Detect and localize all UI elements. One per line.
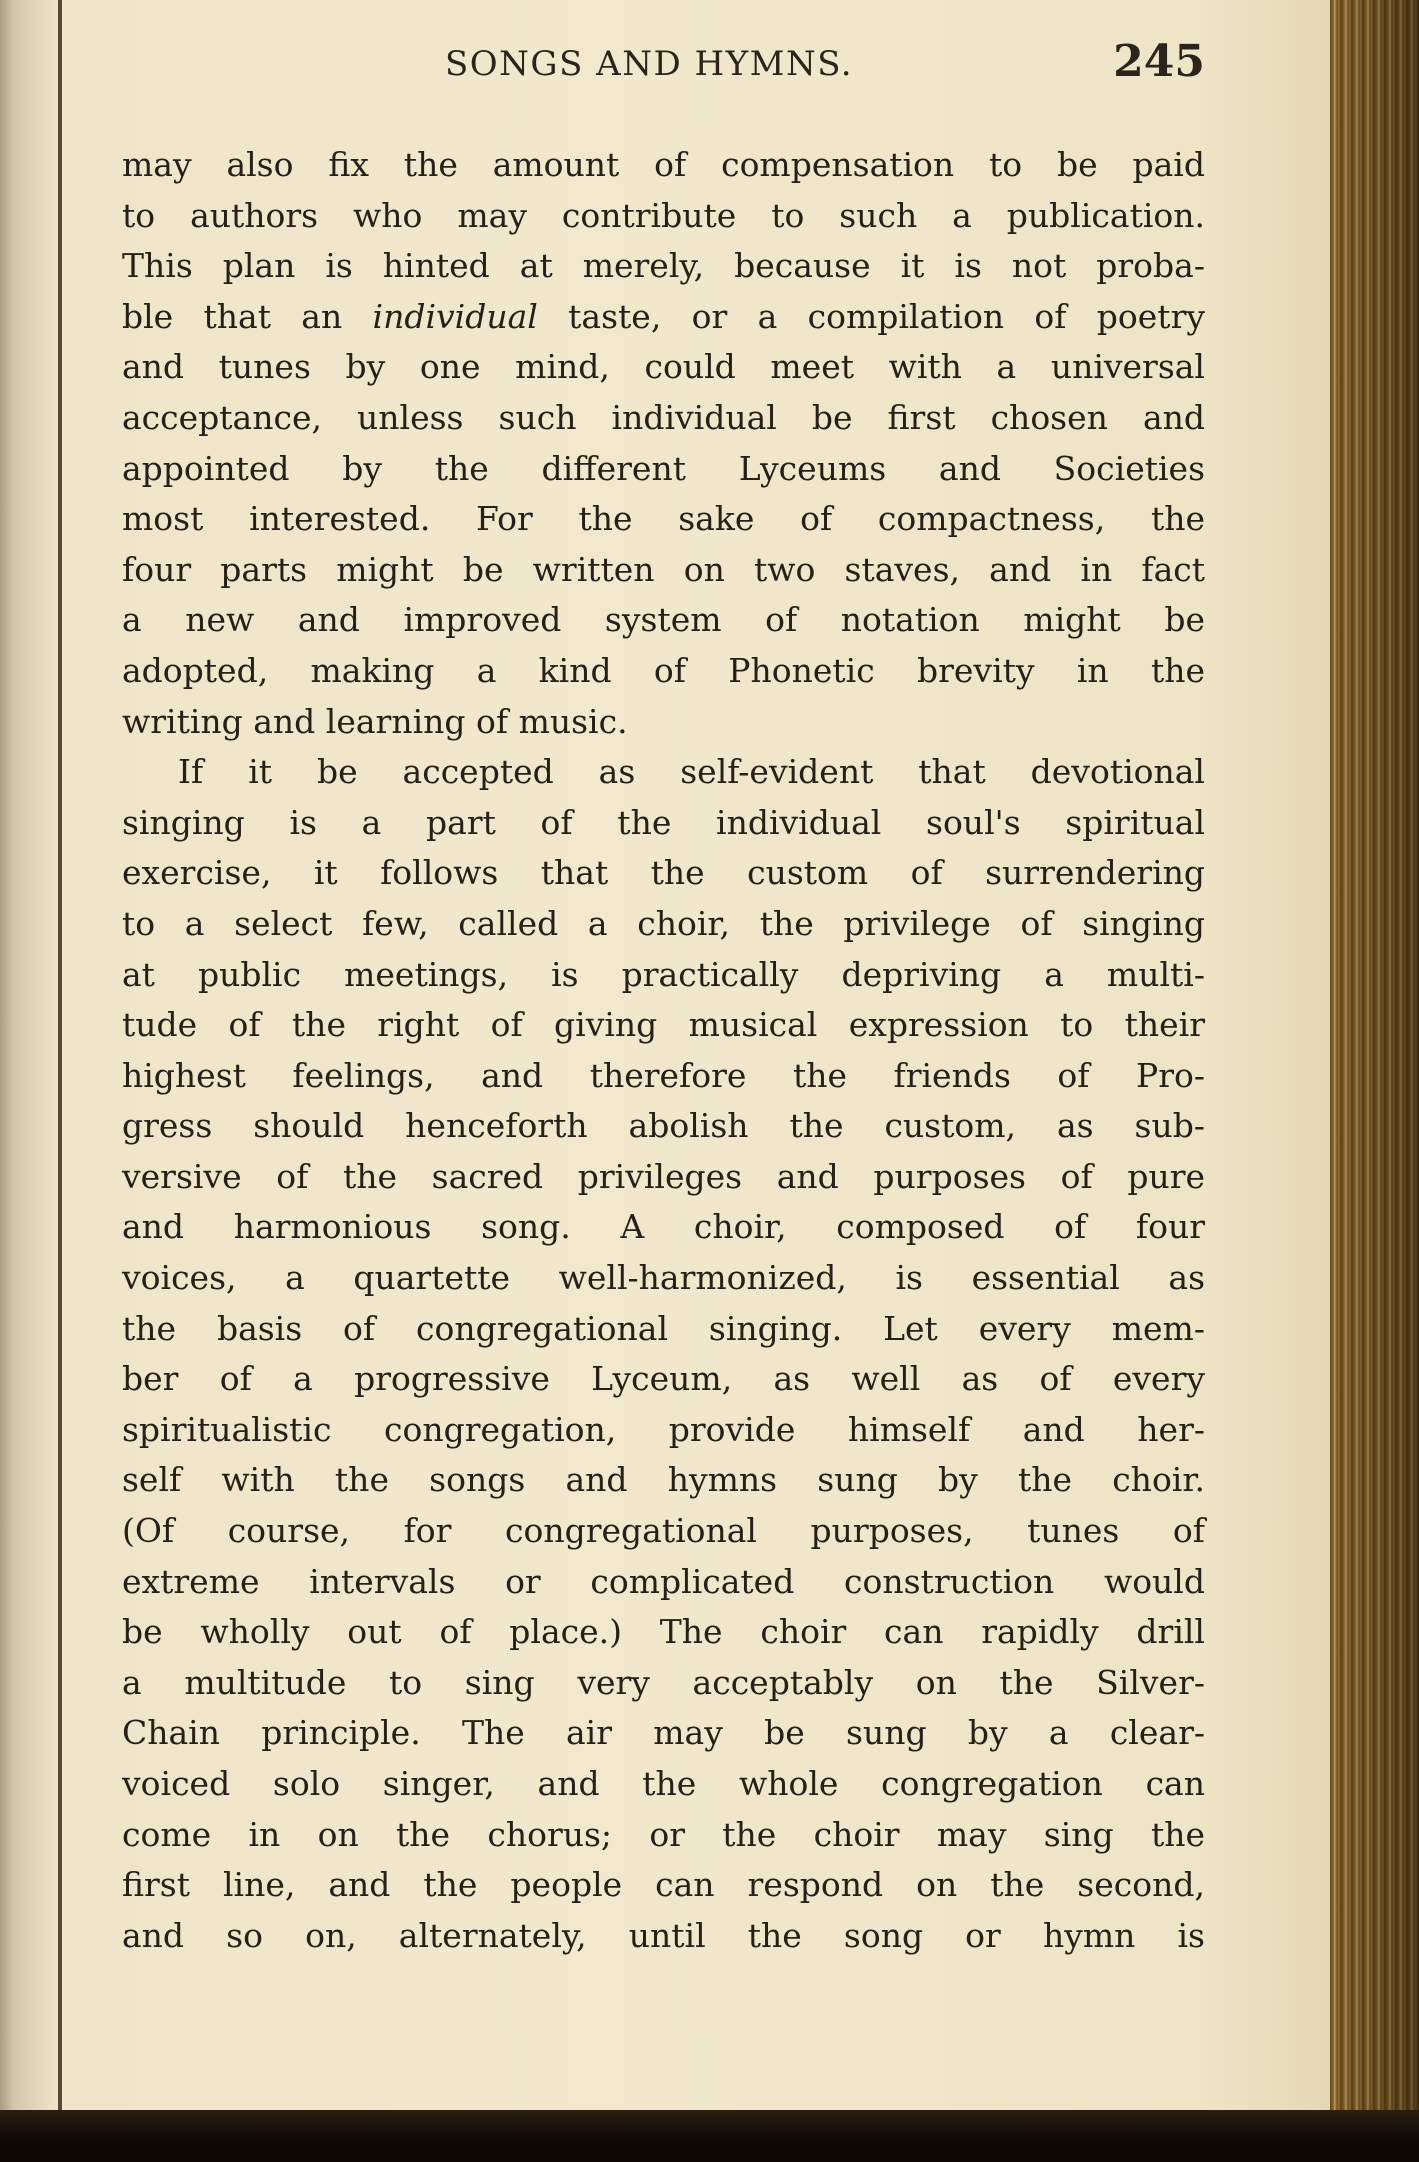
text-line: to a select few, called a choir, the privilege of singing — [122, 903, 1205, 943]
page-number: 245 — [1113, 36, 1205, 87]
text-line: extreme intervals or complicated construction would — [122, 1561, 1205, 1601]
text-line: and so on, alternately, until the song or hymn is — [122, 1915, 1205, 1955]
text-line: gress should henceforth abolish the custom, as sub- — [122, 1106, 1205, 1146]
text-line: four parts might be written on two staves, and in fact — [122, 549, 1205, 589]
text-line: If it be accepted as self-evident that devotional — [178, 752, 1205, 792]
text-line: writing and learning of music. — [122, 701, 628, 741]
text-line: a new and improved system of notation might be — [122, 600, 1205, 640]
gutter-line — [58, 0, 62, 2162]
text-line: singing is a part of the individual soul's spiritual — [122, 802, 1205, 842]
text-line: adopted, making a kind of Phonetic brevity in the — [122, 650, 1205, 690]
text-line: voiced solo singer, and the whole congregation can — [122, 1764, 1205, 1803]
text-line: (Of course, for congregational purposes, tunes of — [122, 1511, 1205, 1551]
text-line: be wholly out of place.) The choir can rapidly drill — [122, 1612, 1205, 1652]
text-line: the basis of congregational singing. Let every mem- — [122, 1308, 1205, 1348]
text-run: ble that an — [122, 296, 343, 336]
text-line: first line, and the people can respond on the second, — [122, 1865, 1205, 1905]
text-line: to authors who may contribute to such a publication. — [122, 195, 1205, 235]
running-head: SONGS AND HYMNS. — [445, 44, 854, 84]
text-line: versive of the sacred privileges and purposes of pure — [122, 1156, 1205, 1196]
text-line: exercise, it follows that the custom of surrendering — [122, 853, 1205, 893]
text-line: and harmonious song. A choir, composed of four — [122, 1207, 1205, 1247]
text-line: at public meetings, is practically depriving a multi- — [122, 954, 1205, 994]
text-line: Chain principle. The air may be sung by a clear- — [122, 1713, 1205, 1753]
text-run: taste, or a compilation of poetry — [568, 296, 1205, 336]
text-line: a multitude to sing very acceptably on the Silver- — [122, 1662, 1205, 1702]
italic-word: individual — [372, 296, 538, 336]
text-line: spiritualistic congregation, provide himself and her- — [122, 1409, 1205, 1449]
book-bottom-edge — [0, 2110, 1419, 2162]
page-header — [120, 36, 1205, 96]
text-line: appointed by the different Lyceums and Societies — [122, 448, 1205, 488]
text-line: ber of a progressive Lyceum, as well as of every — [122, 1359, 1205, 1399]
text-line: highest feelings, and therefore the friends of Pro- — [122, 1055, 1205, 1095]
text-line: self with the songs and hymns sung by the choir. — [122, 1460, 1205, 1500]
text-line: come in on the chorus; or the choir may sing the — [122, 1814, 1205, 1854]
text-line: tude of the right of giving musical expression to their — [122, 1005, 1205, 1045]
text-line — [122, 292, 1205, 343]
text-line: acceptance, unless such individual be first chosen and — [122, 397, 1205, 437]
page-edges-shade — [1330, 0, 1419, 2162]
text-line: This plan is hinted at merely, because it is not proba- — [122, 246, 1205, 286]
text-line: voices, a quartette well-harmonized, is essential as — [122, 1258, 1205, 1298]
text-line: may also fix the amount of compensation to be paid — [122, 145, 1205, 184]
text-line: most interested. For the sake of compactness, the — [122, 499, 1205, 539]
body-text — [122, 140, 1205, 1961]
text-line: and tunes by one mind, could meet with a universal — [122, 347, 1205, 387]
